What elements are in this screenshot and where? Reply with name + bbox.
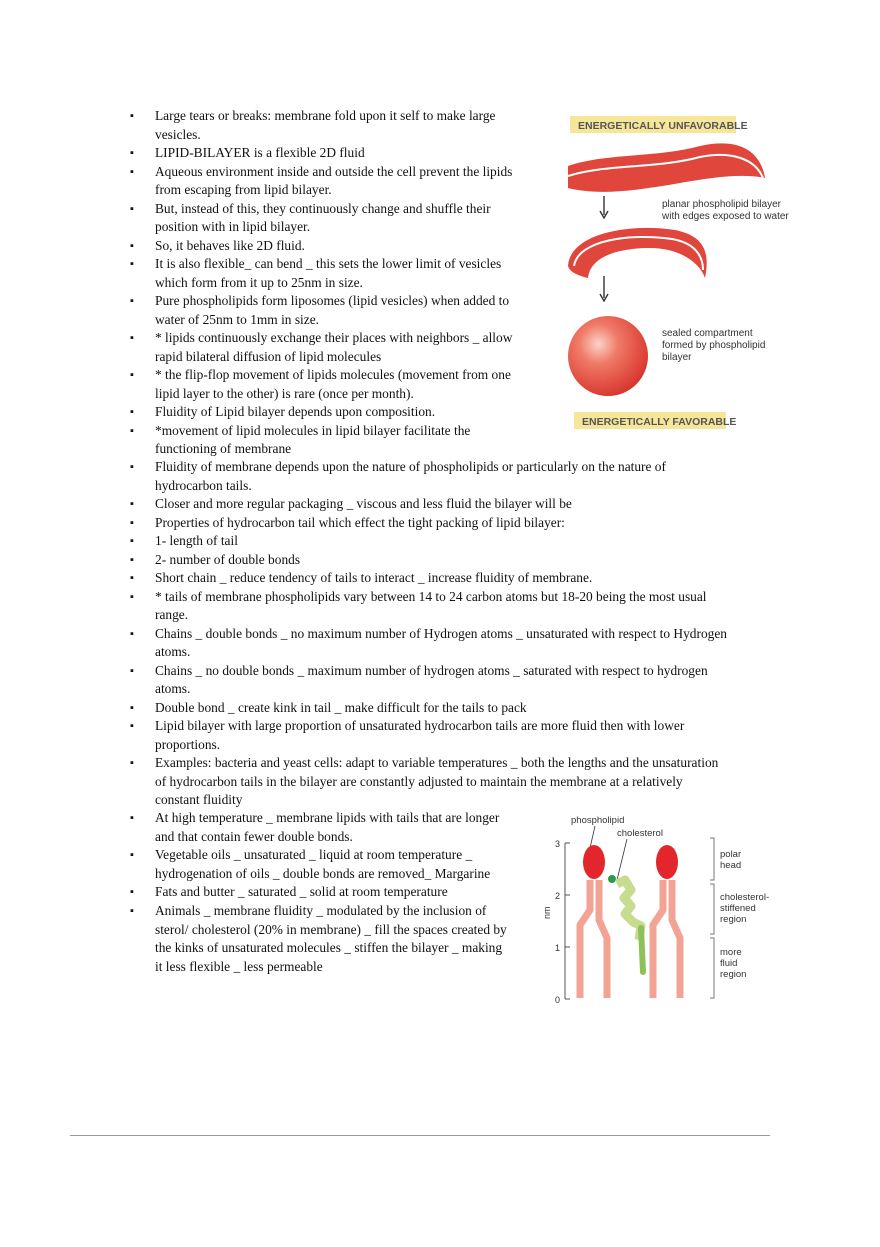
bullet-item: ▪ Properties of hydrocarbon tail which effect the tight packing of lipid bilayer: bbox=[130, 514, 730, 533]
bullet-item: ▪ Double bond _ create kink in tail _ make difficult for the tails to pack bbox=[130, 699, 730, 718]
sealed-label-2: formed by phospholipid bbox=[662, 340, 766, 351]
fluid-label-1: more bbox=[720, 947, 742, 958]
bullet-item: ▪ Fluidity of Lipid bilayer depends upon composition. bbox=[130, 403, 530, 422]
tick-label-3: 3 bbox=[555, 839, 561, 849]
left-lipid-head bbox=[583, 845, 605, 879]
bullet-item: ▪ Large tears or breaks: membrane fold upon it self to make large vesicles. bbox=[130, 107, 530, 144]
cholesterol-ring bbox=[617, 880, 641, 940]
bullet-item: ▪ * lipids continuously exchange their places with neighbors _ allow rapid bilateral diffusion of lipid molecules bbox=[130, 329, 530, 366]
stiff-label-3: region bbox=[720, 914, 747, 925]
bullet-item: ▪ Fats and butter _ saturated _ solid at room temperature bbox=[130, 883, 510, 902]
bullet-item: ▪ Fluidity of membrane depends upon the nature of phospholipids or particularly on the nature of hydrocarbon tails. bbox=[130, 458, 730, 495]
bullet-item: ▪ *movement of lipid molecules in lipid bilayer facilitate the functioning of membrane bbox=[130, 422, 530, 459]
unfavorable-label: ENERGETICALLY UNFAVORABLE bbox=[578, 120, 748, 132]
axis-unit-label: nm bbox=[542, 906, 552, 919]
bullet-item: ▪ Chains _ no double bonds _ maximum number of hydrogen atoms _ saturated with respect to hydrogen atoms. bbox=[130, 662, 730, 699]
bilayer-vesicle-figure bbox=[560, 108, 820, 434]
polar-bracket bbox=[710, 838, 714, 880]
bullet-item: ▪ * the flip-flop movement of lipids molecules (movement from one lipid layer to the other) is rare (once per month). bbox=[130, 366, 530, 403]
right-lipid-tail-2 bbox=[672, 880, 680, 998]
left-lipid-tail-2 bbox=[599, 880, 607, 998]
right-lipid-head bbox=[656, 845, 678, 879]
cholesterol-tail bbox=[641, 928, 643, 972]
fluid-label-2: fluid bbox=[720, 958, 738, 969]
bullet-item: ▪ Short chain _ reduce tendency of tails to interact _ increase fluidity of membrane. bbox=[130, 569, 730, 588]
bullet-item: ▪ 2- number of double bonds bbox=[130, 551, 730, 570]
curving-bilayer-shape bbox=[568, 228, 707, 278]
stiff-bracket bbox=[710, 884, 714, 934]
fluid-bracket bbox=[710, 938, 714, 998]
bullet-list-bottom bbox=[130, 809, 510, 976]
fluid-label-3: region bbox=[720, 969, 747, 980]
tick-label-2: 2 bbox=[555, 891, 561, 901]
footer-divider bbox=[70, 1135, 770, 1136]
bullet-item: ▪ Closer and more regular packaging _ viscous and less fluid the bilayer will be bbox=[130, 495, 730, 514]
bullet-item: ▪ * tails of membrane phospholipids vary between 14 to 24 carbon atoms but 18-20 being the most usual range. bbox=[130, 588, 730, 625]
bullet-item: ▪ Examples: bacteria and yeast cells: adapt to variable temperatures _ both the lengths and the unsaturation of hydrocarbon tails in the bilayer are constantly adjusted to maintain the membrane at a relatively constant fluidity bbox=[130, 754, 730, 810]
sealed-label-3: bilayer bbox=[662, 352, 692, 363]
left-lipid-tail-1 bbox=[580, 880, 590, 998]
bullet-item: ▪ LIPID-BILAYER is a flexible 2D fluid bbox=[130, 144, 530, 163]
polar-label-2: head bbox=[720, 860, 742, 871]
bullet-item: ▪ Pure phospholipids form liposomes (lipid vesicles) when added to water of 25nm to 1mm in size. bbox=[130, 292, 530, 329]
bullet-item: ▪ Lipid bilayer with large proportion of unsaturated hydrocarbon tails are more fluid then with lower proportions. bbox=[130, 717, 730, 754]
planar-bilayer-shape bbox=[568, 143, 765, 191]
bullet-item: ▪ So, it behaves like 2D fluid. bbox=[130, 237, 530, 256]
favorable-label: ENERGETICALLY FAVORABLE bbox=[582, 416, 737, 428]
planar-label-2: with edges exposed to water bbox=[662, 211, 789, 222]
sealed-vesicle-sphere bbox=[568, 316, 648, 396]
bullet-item: ▪ Chains _ double bonds _ no maximum number of Hydrogen atoms _ unsaturated with respect to Hydrogen atoms. bbox=[130, 625, 730, 662]
stiff-label-1: cholesterol- bbox=[720, 892, 770, 903]
bullet-item: ▪ Animals _ membrane fluidity _ modulated by the inclusion of sterol/ cholesterol (20% in membrane) _ fill the spaces created by the kinks of unsaturated molecules _ stiffen the bilayer _ making it less flexible _ less permeable bbox=[130, 902, 510, 976]
stiff-label-2: stiffened bbox=[720, 903, 756, 914]
bullet-item: ▪ At high temperature _ membrane lipids with tails that are longer and that contain fewer double bonds. bbox=[130, 809, 510, 846]
bullet-item: ▪ But, instead of this, they continuously change and shuffle their position with in lipid bilayer. bbox=[130, 200, 530, 237]
sealed-label-1: sealed compartment bbox=[662, 328, 753, 339]
cholesterol-label: cholesterol bbox=[617, 828, 663, 839]
planar-label-1: planar phospholipid bilayer bbox=[662, 199, 781, 210]
bullet-item: ▪ 1- length of tail bbox=[130, 532, 730, 551]
cholesterol-bilayer-figure bbox=[542, 810, 785, 1010]
right-lipid-tail-1 bbox=[653, 880, 663, 998]
phospholipid-pointer bbox=[590, 826, 595, 848]
cholesterol-hydroxyl bbox=[608, 875, 616, 883]
bullet-list-top bbox=[130, 107, 530, 459]
tick-label-0: 0 bbox=[555, 995, 561, 1005]
bullet-list-middle bbox=[130, 458, 730, 810]
bullet-item: ▪ Aqueous environment inside and outside the cell prevent the lipids from escaping from lipid bilayer. bbox=[130, 163, 530, 200]
cholesterol-pointer bbox=[617, 839, 627, 880]
tick-label-1: 1 bbox=[555, 943, 561, 953]
phospholipid-label: phospholipid bbox=[571, 815, 625, 826]
bullet-item: ▪ It is also flexible_ can bend _ this sets the lower limit of vesicles which form from it up to 25nm in size. bbox=[130, 255, 530, 292]
polar-label-1: polar bbox=[720, 849, 742, 860]
bullet-item: ▪ Vegetable oils _ unsaturated _ liquid at room temperature _ hydrogenation of oils _ double bonds are removed_ Margarine bbox=[130, 846, 510, 883]
